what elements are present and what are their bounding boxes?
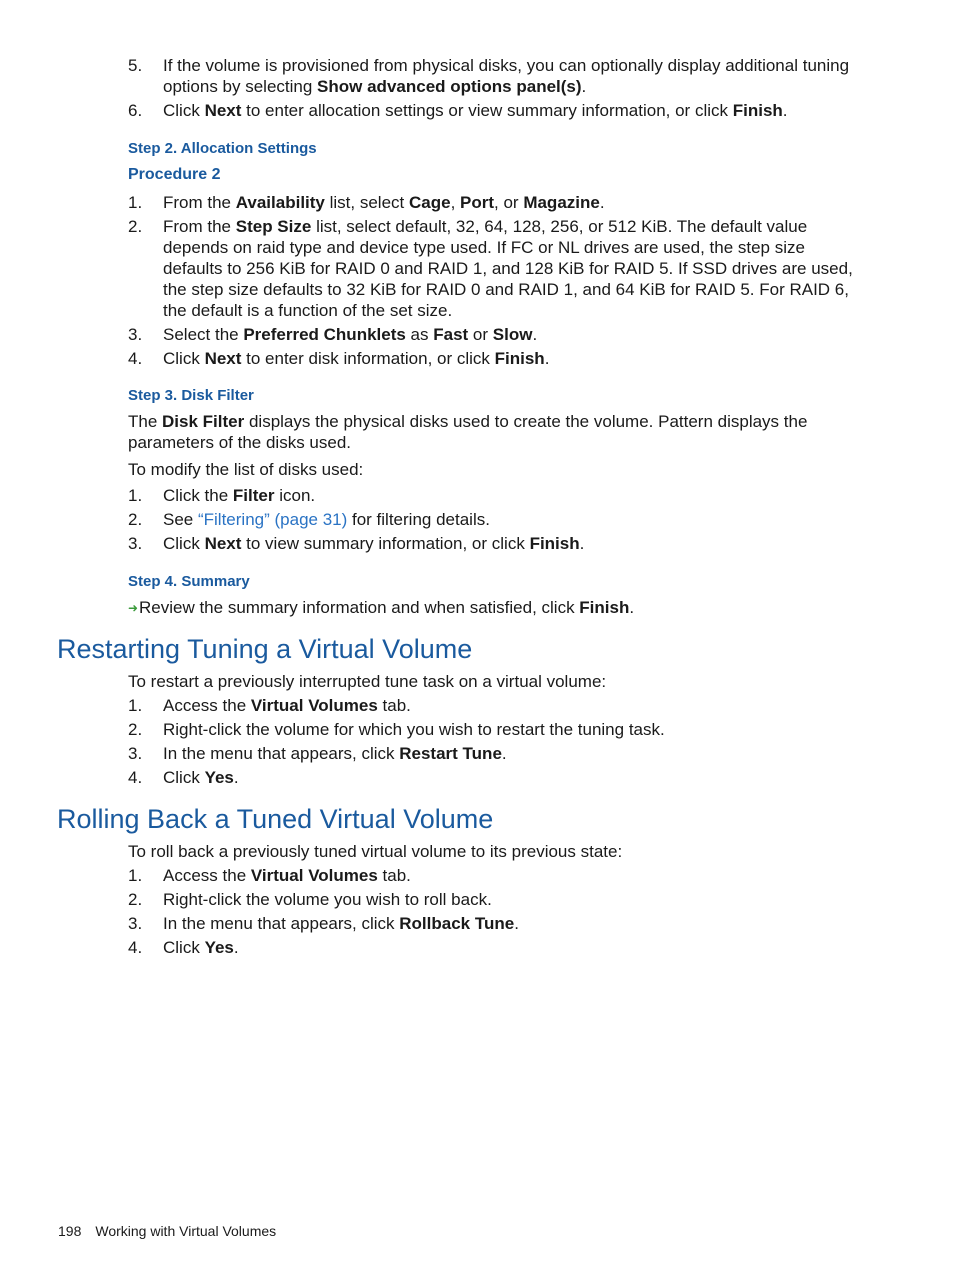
list-item: 2. From the Step Size list, select default, 32, 64, 128, 256, or 512 KiB. The default value depends on raid type and device type used. If FC or NL drives are used, the step size defaults to 256 KiB for RAID 0 and RAID 1, and 128 KiB for RAID 5. If SSD drives are used, the step size defaults to 32 KiB for RAID 0 and RAID 1, and 64 KiB for RAID 5. For RAID 6, the default is a function of the set size.	[128, 217, 853, 320]
list-item: 5. If the volume is provisioned from physical disks, you can optionally display additional tuning options by selecting Show advanced options panel(s).	[128, 56, 850, 96]
restart-intro: To restart a previously interrupted tune task on a virtual volume:	[128, 672, 607, 691]
list-item: 2. See “Filtering” (page 31) for filtering details.	[128, 510, 490, 529]
step4-heading: Step 4. Summary	[128, 573, 250, 590]
list-item: 3. Click Next to view summary information, or click Finish.	[128, 534, 585, 553]
list-item: 4. Click Yes.	[128, 768, 239, 787]
list-item: 4. Click Yes.	[128, 938, 239, 957]
rollback-intro: To roll back a previously tuned virtual volume to its previous state:	[128, 842, 623, 861]
filtering-page-link[interactable]: “Filtering” (page 31)	[197, 510, 348, 529]
step2-heading: Step 2. Allocation Settings	[128, 140, 317, 157]
step3-heading: Step 3. Disk Filter	[128, 387, 254, 404]
restart-list	[128, 695, 868, 791]
disk-filter-description: The Disk Filter displays the physical disks used to create the volume. Pattern displays the parameters of the disks used.	[128, 412, 808, 452]
section-title-restarting: Restarting Tuning a Virtual Volume	[57, 634, 473, 664]
list-item: 1. Click the Filter icon.	[128, 486, 316, 505]
list-item: 2. Right-click the volume for which you wish to restart the tuning task.	[128, 720, 665, 739]
step2-list	[128, 192, 868, 372]
page-footer	[58, 1222, 290, 1240]
procedure-label: Procedure 2	[128, 166, 221, 183]
step3-list	[128, 485, 868, 557]
arrow-right-icon: ➜	[128, 601, 139, 615]
page-number: 198	[58, 1223, 82, 1239]
list-item: 4. Click Next to enter disk information, or click Finish.	[128, 349, 550, 368]
summary-instruction: ➜Review the summary information and when satisfied, click Finish.	[128, 598, 635, 617]
list-item: 6. Click Next to enter allocation settings or view summary information, or click Finish.	[128, 101, 788, 120]
list-item: 3. In the menu that appears, click Restart Tune.	[128, 744, 507, 763]
list-item: 2. Right-click the volume you wish to roll back.	[128, 890, 492, 909]
rollback-list	[128, 865, 868, 961]
footer-title: Working with Virtual Volumes	[95, 1223, 277, 1239]
modify-disks-intro: To modify the list of disks used:	[128, 460, 364, 479]
list-item: 1. Access the Virtual Volumes tab.	[128, 696, 411, 715]
list-item: 1. Access the Virtual Volumes tab.	[128, 866, 411, 885]
list-item: 3. Select the Preferred Chunklets as Fast or Slow.	[128, 325, 538, 344]
section-title-rolling-back: Rolling Back a Tuned Virtual Volume	[57, 804, 494, 834]
list-item: 3. In the menu that appears, click Rollback Tune.	[128, 914, 519, 933]
top-steps	[128, 55, 868, 124]
list-item: 1. From the Availability list, select Cage, Port, or Magazine.	[128, 193, 605, 212]
